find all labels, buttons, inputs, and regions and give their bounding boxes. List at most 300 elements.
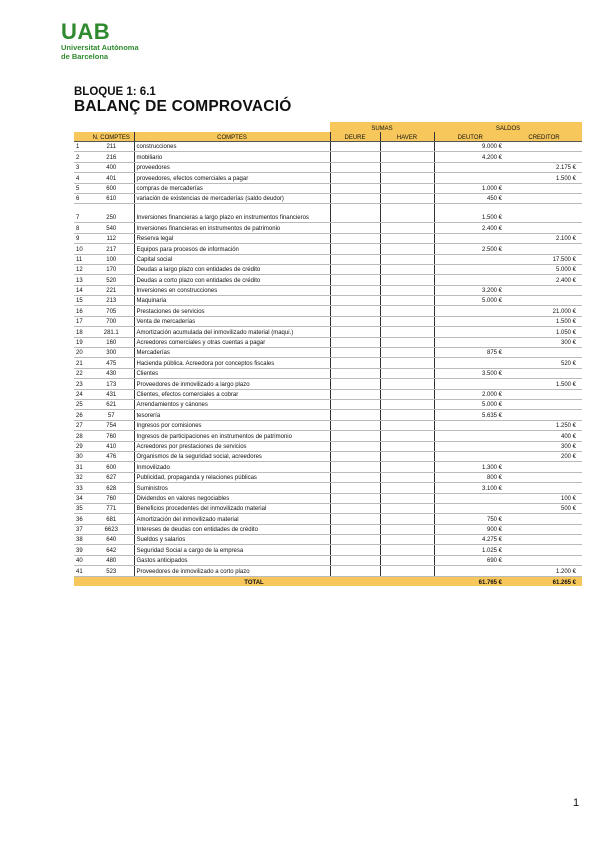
creditor-value: 2.400 € <box>506 275 582 285</box>
account-number: 642 <box>89 545 134 555</box>
row-index: 16 <box>74 306 89 316</box>
table-row <box>74 348 582 358</box>
haver-cell <box>380 399 434 409</box>
deure-cell <box>330 204 380 223</box>
creditor-value: 2.100 € <box>506 233 582 243</box>
deure-cell <box>330 483 380 493</box>
deutor-value: 450 € <box>434 193 506 203</box>
creditor-value <box>506 296 582 306</box>
col-header-creditor: CREDITOR <box>506 132 582 142</box>
account-number: 6623 <box>89 524 134 534</box>
deure-cell <box>330 410 380 420</box>
creditor-value <box>506 368 582 378</box>
haver-cell <box>380 152 434 162</box>
deure-cell <box>330 451 380 461</box>
row-index: 39 <box>74 545 89 555</box>
creditor-value <box>506 183 582 193</box>
deutor-value: 690 € <box>434 555 506 565</box>
creditor-value: 400 € <box>506 431 582 441</box>
account-number: 410 <box>89 441 134 451</box>
account-number: 401 <box>89 173 134 183</box>
page-title: BALANÇ DE COMPROVACIÓ <box>74 98 292 115</box>
deutor-value: 1.000 € <box>434 183 506 193</box>
creditor-value: 200 € <box>506 451 582 461</box>
creditor-value <box>506 193 582 203</box>
deutor-value: 1.025 € <box>434 545 506 555</box>
deutor-value: 750 € <box>434 514 506 524</box>
account-number: 621 <box>89 399 134 409</box>
deure-cell <box>330 142 380 152</box>
account-number: 540 <box>89 223 134 233</box>
haver-cell <box>380 193 434 203</box>
deutor-value <box>434 327 506 337</box>
deutor-value <box>434 162 506 172</box>
account-name: Equipos para procesos de información <box>134 244 330 254</box>
account-name: tesorería <box>134 410 330 420</box>
account-number: 170 <box>89 264 134 274</box>
creditor-value <box>506 244 582 254</box>
account-name: Proveedores de inmovilizado a corto plazo <box>134 566 330 576</box>
deutor-value <box>434 254 506 264</box>
haver-cell <box>380 483 434 493</box>
deutor-value: 9.000 € <box>434 142 506 152</box>
table-row <box>74 524 582 534</box>
deutor-value: 5.000 € <box>434 399 506 409</box>
table-row <box>74 254 582 264</box>
uab-logo <box>61 20 139 61</box>
col-header-index <box>74 132 89 142</box>
deure-cell <box>330 337 380 347</box>
haver-cell <box>380 555 434 565</box>
account-number: 112 <box>89 233 134 243</box>
account-number: 300 <box>89 348 134 358</box>
creditor-value: 1.050 € <box>506 327 582 337</box>
account-number: 430 <box>89 368 134 378</box>
deure-cell <box>330 264 380 274</box>
account-name: Publicidad, propaganda y relaciones públicas <box>134 472 330 482</box>
deure-cell <box>330 493 380 503</box>
account-number: 754 <box>89 420 134 430</box>
account-name: construcciones <box>134 142 330 152</box>
haver-cell <box>380 316 434 326</box>
table-row <box>74 306 582 316</box>
account-number: 475 <box>89 358 134 368</box>
haver-cell <box>380 431 434 441</box>
row-index: 14 <box>74 285 89 295</box>
row-index: 12 <box>74 264 89 274</box>
account-number: 211 <box>89 142 134 152</box>
table-row <box>74 566 582 576</box>
deutor-value: 3.100 € <box>434 483 506 493</box>
account-name: variación de existencias de mercaderías (saldo deudor) <box>134 193 330 203</box>
haver-cell <box>380 275 434 285</box>
table-row <box>74 223 582 233</box>
account-number: 173 <box>89 379 134 389</box>
table-row <box>74 431 582 441</box>
creditor-value <box>506 514 582 524</box>
deutor-value: 4.200 € <box>434 152 506 162</box>
deutor-value: 2.500 € <box>434 244 506 254</box>
deure-cell <box>330 431 380 441</box>
haver-cell <box>380 451 434 461</box>
account-number: 600 <box>89 462 134 472</box>
haver-cell <box>380 183 434 193</box>
row-index: 1 <box>74 142 89 152</box>
table-row <box>74 173 582 183</box>
haver-cell <box>380 545 434 555</box>
total-row <box>74 576 582 586</box>
deutor-value: 3.500 € <box>434 368 506 378</box>
deutor-value <box>434 566 506 576</box>
deure-cell <box>330 524 380 534</box>
group-header-spacer <box>74 122 330 132</box>
deutor-value <box>434 316 506 326</box>
creditor-value <box>506 152 582 162</box>
table-row <box>74 244 582 254</box>
row-index: 8 <box>74 223 89 233</box>
col-header-account-number: N. COMPTES <box>89 132 134 142</box>
account-name: Clientes, efectos comerciales a cobrar <box>134 389 330 399</box>
account-name: Ingresos por comisiones <box>134 420 330 430</box>
account-name: Venta de mercaderías <box>134 316 330 326</box>
deutor-value: 5.635 € <box>434 410 506 420</box>
account-name: Intereses de deudas con entidades de crédito <box>134 524 330 534</box>
account-number: 771 <box>89 503 134 513</box>
deutor-value <box>434 275 506 285</box>
haver-cell <box>380 162 434 172</box>
account-number: 400 <box>89 162 134 172</box>
row-index: 41 <box>74 566 89 576</box>
haver-cell <box>380 566 434 576</box>
account-name: Acreedores por prestaciones de servicios <box>134 441 330 451</box>
table-row <box>74 379 582 389</box>
row-index: 2 <box>74 152 89 162</box>
account-number: 213 <box>89 296 134 306</box>
creditor-value: 5.000 € <box>506 264 582 274</box>
page-number: 1 <box>573 797 580 809</box>
total-deutor: 61.765 € <box>434 576 506 586</box>
table-row <box>74 441 582 451</box>
account-number: 700 <box>89 316 134 326</box>
account-number: 160 <box>89 337 134 347</box>
row-index: 21 <box>74 358 89 368</box>
row-index: 18 <box>74 327 89 337</box>
deutor-value: 2.000 € <box>434 389 506 399</box>
haver-cell <box>380 142 434 152</box>
creditor-value <box>506 204 582 223</box>
table-row <box>74 193 582 203</box>
table-row <box>74 275 582 285</box>
table-row <box>74 152 582 162</box>
logo-wordmark: UAB <box>61 19 111 44</box>
deure-cell <box>330 316 380 326</box>
creditor-value <box>506 472 582 482</box>
deure-cell <box>330 173 380 183</box>
row-index: 34 <box>74 493 89 503</box>
haver-cell <box>380 493 434 503</box>
deutor-value: 4.275 € <box>434 535 506 545</box>
account-number: 520 <box>89 275 134 285</box>
row-index: 38 <box>74 535 89 545</box>
haver-cell <box>380 296 434 306</box>
haver-cell <box>380 368 434 378</box>
row-index: 32 <box>74 472 89 482</box>
row-index: 25 <box>74 399 89 409</box>
account-name: proveedores <box>134 162 330 172</box>
deure-cell <box>330 296 380 306</box>
account-number: 681 <box>89 514 134 524</box>
deure-cell <box>330 472 380 482</box>
row-index: 17 <box>74 316 89 326</box>
deure-cell <box>330 244 380 254</box>
deure-cell <box>330 535 380 545</box>
table-row <box>74 420 582 430</box>
deutor-value <box>434 441 506 451</box>
table-row <box>74 462 582 472</box>
deure-cell <box>330 193 380 203</box>
account-number: 760 <box>89 431 134 441</box>
haver-cell <box>380 254 434 264</box>
haver-cell <box>380 535 434 545</box>
creditor-value <box>506 410 582 420</box>
creditor-value: 1.250 € <box>506 420 582 430</box>
row-index: 23 <box>74 379 89 389</box>
deure-cell <box>330 420 380 430</box>
account-name: Inversiones en construcciones <box>134 285 330 295</box>
table-row <box>74 555 582 565</box>
table-row <box>74 264 582 274</box>
deure-cell <box>330 233 380 243</box>
total-creditor: 61.265 € <box>506 576 582 586</box>
account-number: 100 <box>89 254 134 264</box>
table-body <box>74 142 582 577</box>
creditor-value: 17.500 € <box>506 254 582 264</box>
row-index: 11 <box>74 254 89 264</box>
haver-cell <box>380 327 434 337</box>
deure-cell <box>330 368 380 378</box>
account-name: Mercaderías <box>134 348 330 358</box>
account-name: Proveedores de inmovilizado a largo plazo <box>134 379 330 389</box>
col-header-accounts: COMPTES <box>134 132 330 142</box>
haver-cell <box>380 410 434 420</box>
deutor-value <box>434 233 506 243</box>
deutor-value <box>434 379 506 389</box>
account-name: Inmovilizado <box>134 462 330 472</box>
row-index: 7 <box>74 204 89 223</box>
deure-cell <box>330 183 380 193</box>
account-number: 640 <box>89 535 134 545</box>
account-name: Organismos de la seguridad social, acreedores <box>134 451 330 461</box>
deutor-value: 3.200 € <box>434 285 506 295</box>
table-row <box>74 142 582 152</box>
deure-cell <box>330 223 380 233</box>
account-name: Dividendos en valores negociables <box>134 493 330 503</box>
deutor-value <box>434 493 506 503</box>
account-name: Amortización del inmovilizado material <box>134 514 330 524</box>
creditor-value: 500 € <box>506 503 582 513</box>
row-index: 19 <box>74 337 89 347</box>
deure-cell <box>330 306 380 316</box>
creditor-value <box>506 462 582 472</box>
table-row <box>74 183 582 193</box>
table-row <box>74 451 582 461</box>
account-name: Beneficios procedentes del inmovilizado material <box>134 503 330 513</box>
deutor-value <box>434 503 506 513</box>
deutor-value <box>434 358 506 368</box>
row-index: 15 <box>74 296 89 306</box>
column-header-row <box>74 132 582 142</box>
account-number: 628 <box>89 483 134 493</box>
deure-cell <box>330 254 380 264</box>
creditor-value <box>506 483 582 493</box>
deure-cell <box>330 285 380 295</box>
haver-cell <box>380 285 434 295</box>
creditor-value: 1.500 € <box>506 173 582 183</box>
deure-cell <box>330 441 380 451</box>
account-number: 250 <box>89 204 134 223</box>
account-name: proveedores, efectos comerciales a pagar <box>134 173 330 183</box>
creditor-value <box>506 142 582 152</box>
deutor-value <box>434 451 506 461</box>
account-number: 760 <box>89 493 134 503</box>
deure-cell <box>330 503 380 513</box>
account-number: 600 <box>89 183 134 193</box>
table-row <box>74 162 582 172</box>
creditor-value <box>506 524 582 534</box>
row-index: 36 <box>74 514 89 524</box>
account-number: 216 <box>89 152 134 162</box>
account-name: Acreedores comerciales y otras cuentas a pagar <box>134 337 330 347</box>
haver-cell <box>380 389 434 399</box>
row-index: 5 <box>74 183 89 193</box>
col-header-deure: DEURE <box>330 132 380 142</box>
creditor-value <box>506 389 582 399</box>
account-name: Suministros <box>134 483 330 493</box>
table-row <box>74 204 582 223</box>
account-name: Reserva legal <box>134 233 330 243</box>
deutor-value: 800 € <box>434 472 506 482</box>
account-name: Seguridad Social a cargo de la empresa <box>134 545 330 555</box>
creditor-value <box>506 399 582 409</box>
creditor-value: 21.000 € <box>506 306 582 316</box>
trial-balance-table <box>74 122 582 586</box>
table-row <box>74 503 582 513</box>
deutor-value: 1.500 € <box>434 204 506 223</box>
row-index: 4 <box>74 173 89 183</box>
group-header-sumas: SUMAS <box>330 122 434 132</box>
account-name: Inversiones financieras a largo plazo en instrumentos financieros <box>134 204 330 223</box>
account-number: 476 <box>89 451 134 461</box>
creditor-value: 1.200 € <box>506 566 582 576</box>
table-row <box>74 535 582 545</box>
haver-cell <box>380 204 434 223</box>
logo-line-1: Universitat Autònoma <box>61 43 139 52</box>
table-row <box>74 483 582 493</box>
haver-cell <box>380 514 434 524</box>
deure-cell <box>330 545 380 555</box>
deutor-value <box>434 420 506 430</box>
deutor-value <box>434 306 506 316</box>
block-label: BLOQUE 1: 6.1 <box>74 86 156 98</box>
creditor-value <box>506 555 582 565</box>
haver-cell <box>380 420 434 430</box>
deure-cell <box>330 555 380 565</box>
creditor-value <box>506 545 582 555</box>
haver-cell <box>380 264 434 274</box>
deure-cell <box>330 399 380 409</box>
group-header-row <box>74 122 582 132</box>
account-name: Maquinaria <box>134 296 330 306</box>
account-number: 480 <box>89 555 134 565</box>
account-number: 610 <box>89 193 134 203</box>
account-number: 431 <box>89 389 134 399</box>
row-index: 20 <box>74 348 89 358</box>
table-row <box>74 316 582 326</box>
deutor-value <box>434 264 506 274</box>
table-row <box>74 358 582 368</box>
haver-cell <box>380 524 434 534</box>
deure-cell <box>330 275 380 285</box>
row-index: 6 <box>74 193 89 203</box>
haver-cell <box>380 472 434 482</box>
row-index: 13 <box>74 275 89 285</box>
creditor-value <box>506 285 582 295</box>
account-name: Amortización acumulada del inmovilizado material (maqui.) <box>134 327 330 337</box>
deure-cell <box>330 348 380 358</box>
row-index: 9 <box>74 233 89 243</box>
creditor-value <box>506 535 582 545</box>
table-row <box>74 337 582 347</box>
table-row <box>74 472 582 482</box>
row-index: 28 <box>74 431 89 441</box>
creditor-value: 300 € <box>506 441 582 451</box>
deutor-value: 900 € <box>434 524 506 534</box>
account-name: compras de mercaderías <box>134 183 330 193</box>
haver-cell <box>380 337 434 347</box>
haver-cell <box>380 503 434 513</box>
deure-cell <box>330 462 380 472</box>
row-index: 35 <box>74 503 89 513</box>
table-row <box>74 545 582 555</box>
deure-cell <box>330 566 380 576</box>
account-name: Sueldos y salarios <box>134 535 330 545</box>
table-row <box>74 233 582 243</box>
deure-cell <box>330 327 380 337</box>
creditor-value: 2.175 € <box>506 162 582 172</box>
deutor-value: 1.300 € <box>434 462 506 472</box>
account-name: Deudas a largo plazo con entidades de crédito <box>134 264 330 274</box>
account-number: 523 <box>89 566 134 576</box>
row-index: 26 <box>74 410 89 420</box>
table-row <box>74 493 582 503</box>
deutor-value <box>434 337 506 347</box>
table-row <box>74 514 582 524</box>
account-number: 281.1 <box>89 327 134 337</box>
row-index: 29 <box>74 441 89 451</box>
row-index: 3 <box>74 162 89 172</box>
account-name: Clientes <box>134 368 330 378</box>
table-row <box>74 399 582 409</box>
account-name: Hacienda pública. Acreedora por conceptos fiscales <box>134 358 330 368</box>
row-index: 22 <box>74 368 89 378</box>
deutor-value: 5.000 € <box>434 296 506 306</box>
account-name: Capital social <box>134 254 330 264</box>
deure-cell <box>330 389 380 399</box>
account-number: 57 <box>89 410 134 420</box>
row-index: 37 <box>74 524 89 534</box>
account-name: Prestaciones de servicios <box>134 306 330 316</box>
total-label: TOTAL <box>74 576 434 586</box>
